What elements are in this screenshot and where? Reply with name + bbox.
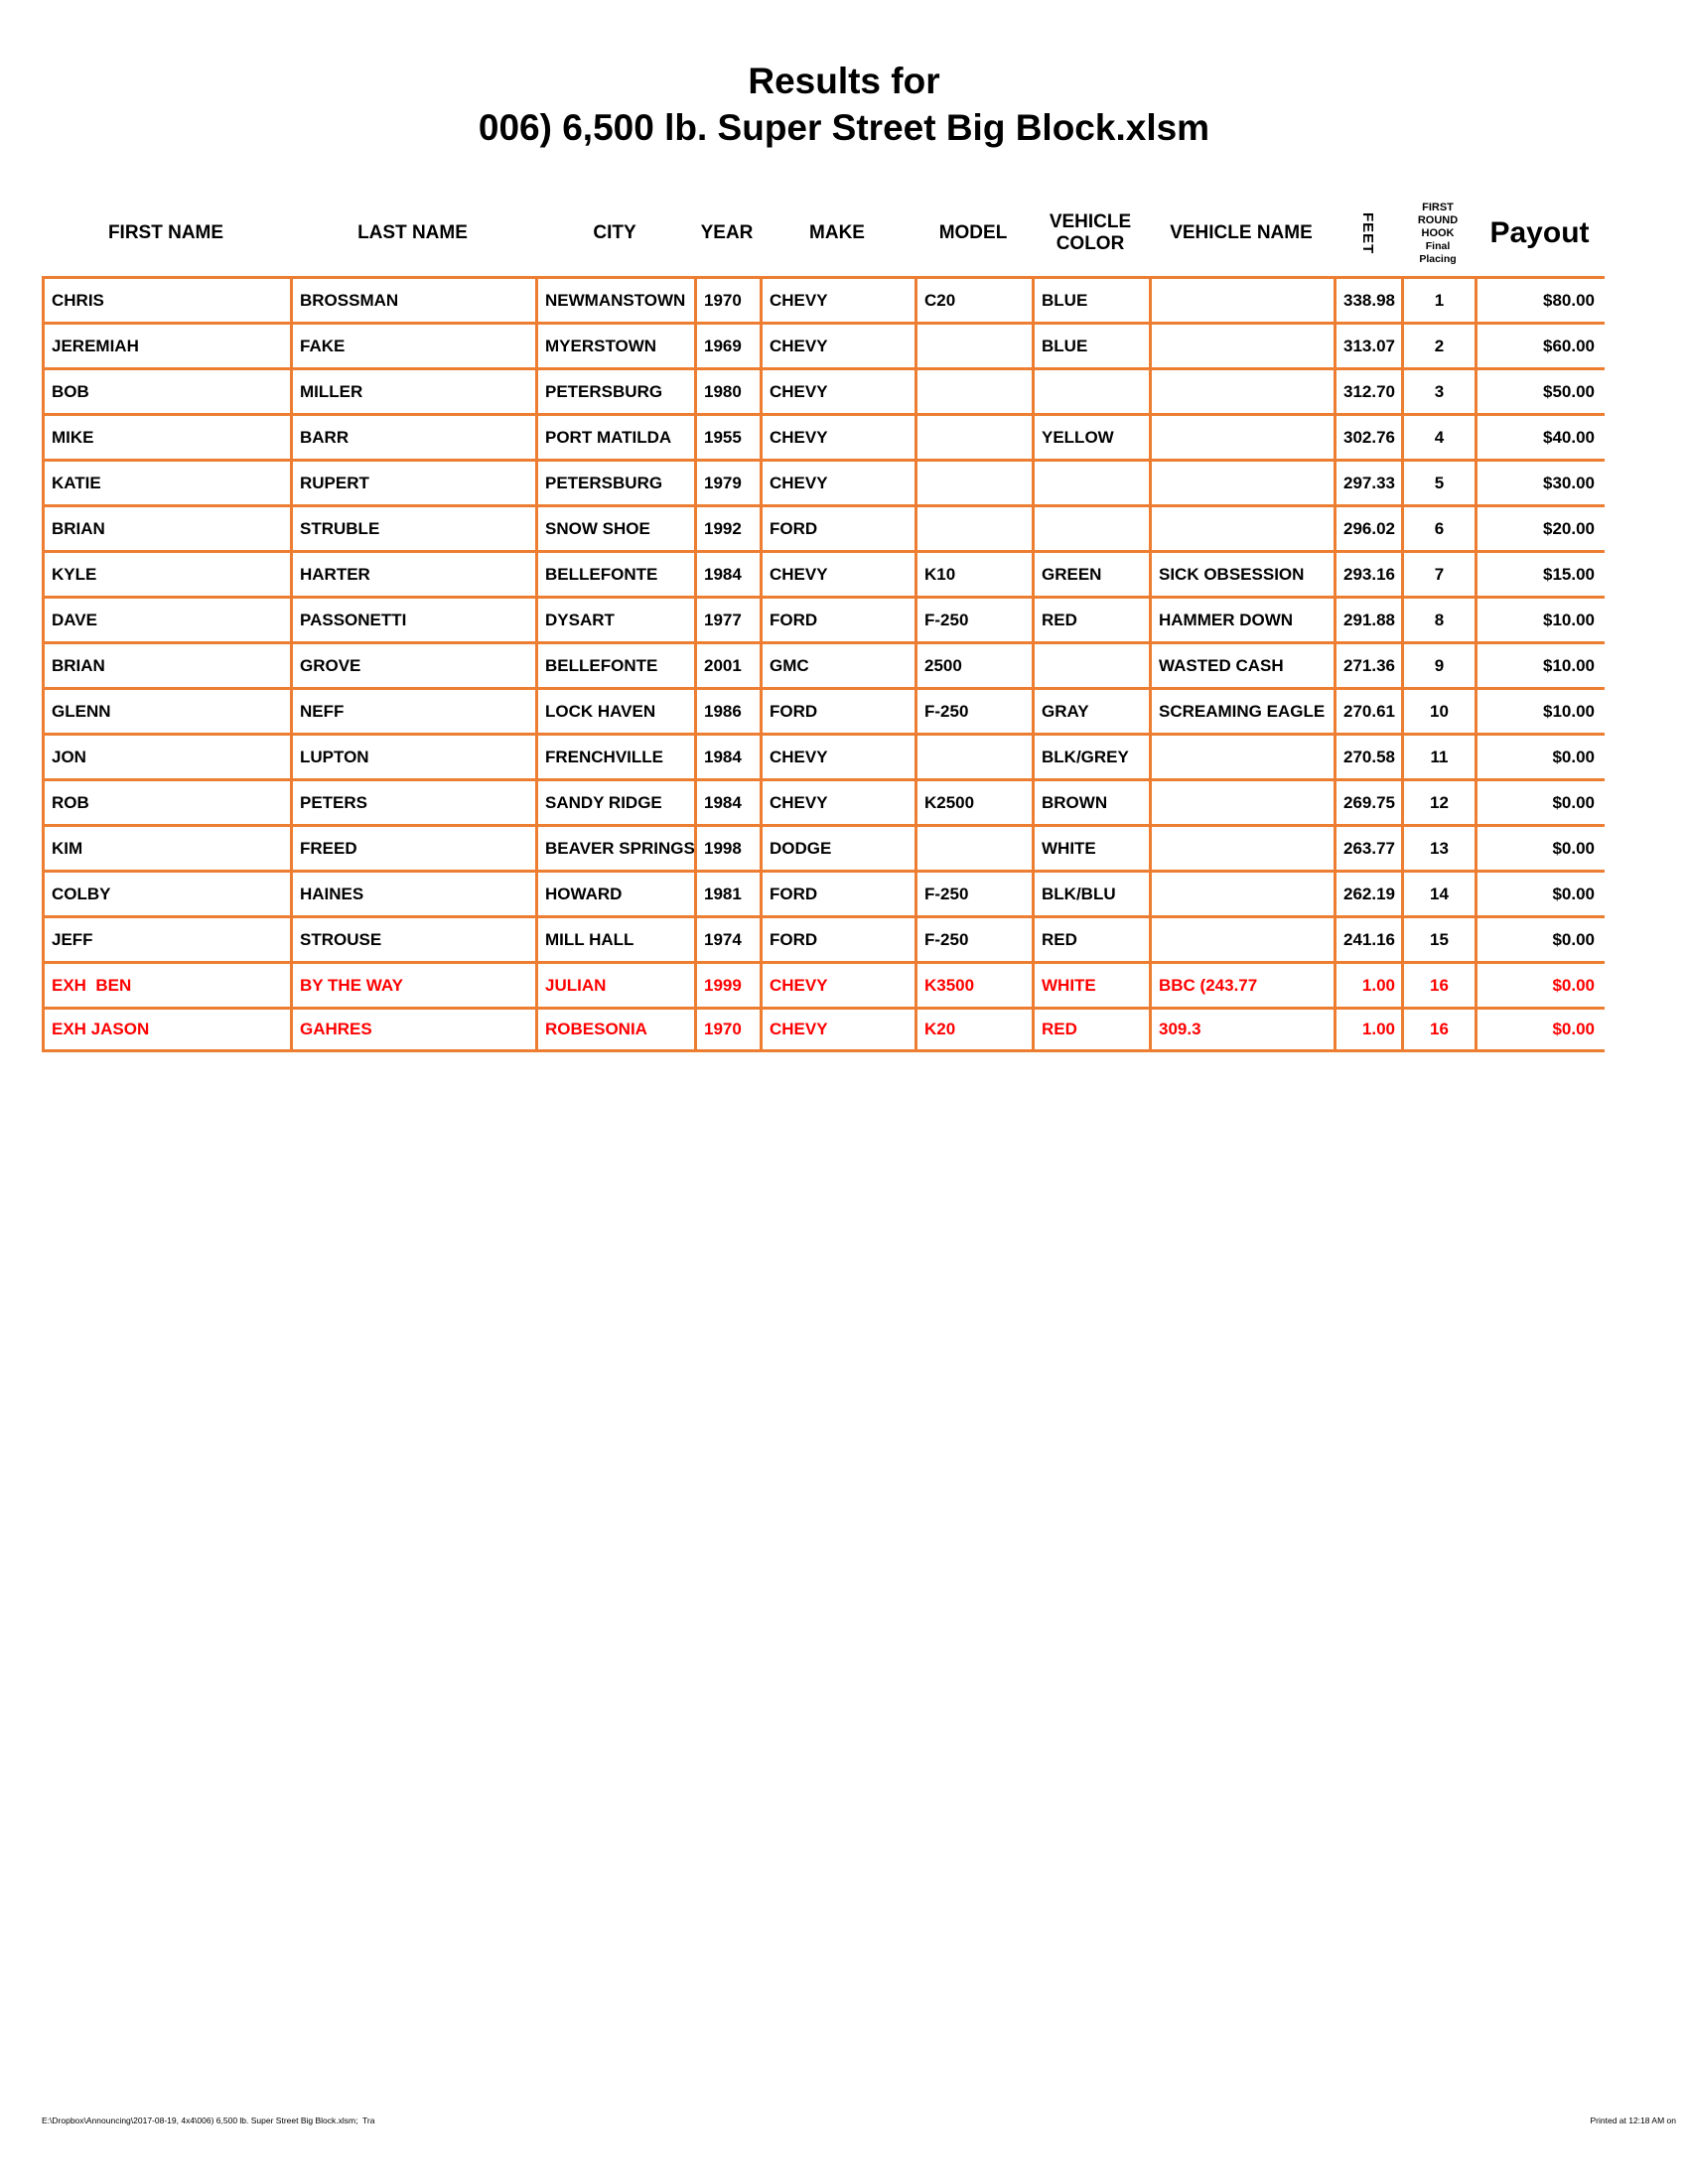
cell-hook: 8: [1401, 596, 1475, 641]
cell-city: SNOW SHOE: [535, 504, 694, 550]
cell-make: CHEVY: [760, 961, 914, 1007]
col-header-vehicle-name: VEHICLE NAME: [1170, 222, 1313, 243]
cell-year: 2001: [694, 641, 760, 687]
cell-year: 1980: [694, 367, 760, 413]
cell-hook: 4: [1401, 413, 1475, 459]
cell-model: K3500: [914, 961, 1032, 1007]
cell-make: FORD: [760, 915, 914, 961]
cell-last-name: RUPERT: [290, 459, 535, 504]
cell-make: CHEVY: [760, 1007, 914, 1052]
cell-vehicle-color: [1032, 641, 1149, 687]
cell-model: [914, 413, 1032, 459]
cell-feet: 262.19: [1334, 870, 1401, 915]
cell-make: CHEVY: [760, 276, 914, 322]
cell-model: [914, 824, 1032, 870]
cell-payout: $0.00: [1475, 778, 1605, 824]
cell-year: 1981: [694, 870, 760, 915]
cell-last-name: NEFF: [290, 687, 535, 733]
col-header-make: MAKE: [809, 222, 865, 243]
cell-first-name: COLBY: [42, 870, 290, 915]
cell-hook: 12: [1401, 778, 1475, 824]
cell-feet: 1.00: [1334, 1007, 1401, 1052]
cell-vehicle-name: [1149, 413, 1334, 459]
cell-vehicle-name: [1149, 276, 1334, 322]
cell-hook: 10: [1401, 687, 1475, 733]
cell-year: 1984: [694, 733, 760, 778]
cell-city: SANDY RIDGE: [535, 778, 694, 824]
cell-vehicle-name: SCREAMING EAGLE: [1149, 687, 1334, 733]
cell-year: 1979: [694, 459, 760, 504]
cell-city: PETERSBURG: [535, 367, 694, 413]
col-header-hook: [1401, 191, 1475, 276]
cell-payout: $60.00: [1475, 322, 1605, 367]
cell-vehicle-name: [1149, 322, 1334, 367]
cell-year: 1977: [694, 596, 760, 641]
cell-hook: 3: [1401, 367, 1475, 413]
cell-vehicle-name: BBC (243.77: [1149, 961, 1334, 1007]
cell-first-name: BRIAN: [42, 641, 290, 687]
cell-hook: 15: [1401, 915, 1475, 961]
cell-last-name: GROVE: [290, 641, 535, 687]
cell-model: F-250: [914, 915, 1032, 961]
cell-feet: 270.61: [1334, 687, 1401, 733]
cell-city: ROBESONIA: [535, 1007, 694, 1052]
cell-payout: $0.00: [1475, 824, 1605, 870]
cell-year: 1970: [694, 1007, 760, 1052]
cell-first-name: MIKE: [42, 413, 290, 459]
hook-header-line: HOOK: [1421, 226, 1455, 239]
cell-model: K20: [914, 1007, 1032, 1052]
cell-make: DODGE: [760, 824, 914, 870]
cell-hook: 2: [1401, 322, 1475, 367]
col-header-last-name: LAST NAME: [357, 222, 468, 243]
cell-feet: 338.98: [1334, 276, 1401, 322]
cell-first-name: EXH BEN: [42, 961, 290, 1007]
cell-make: FORD: [760, 687, 914, 733]
cell-vehicle-name: SICK OBSESSION: [1149, 550, 1334, 596]
cell-vehicle-color: GRAY: [1032, 687, 1149, 733]
cell-model: [914, 367, 1032, 413]
cell-city: FRENCHVILLE: [535, 733, 694, 778]
cell-vehicle-color: YELLOW: [1032, 413, 1149, 459]
cell-vehicle-color: WHITE: [1032, 961, 1149, 1007]
cell-feet: 296.02: [1334, 504, 1401, 550]
cell-feet: 1.00: [1334, 961, 1401, 1007]
cell-vehicle-color: GREEN: [1032, 550, 1149, 596]
cell-hook: 16: [1401, 1007, 1475, 1052]
cell-last-name: BROSSMAN: [290, 276, 535, 322]
cell-last-name: FREED: [290, 824, 535, 870]
cell-payout: $30.00: [1475, 459, 1605, 504]
hook-header-line: Placing: [1419, 252, 1457, 265]
cell-vehicle-color: [1032, 367, 1149, 413]
cell-vehicle-name: [1149, 367, 1334, 413]
col-header-city: CITY: [593, 222, 636, 243]
col-header-year: YEAR: [700, 222, 754, 243]
cell-vehicle-name: [1149, 504, 1334, 550]
cell-first-name: KATIE: [42, 459, 290, 504]
cell-make: CHEVY: [760, 550, 914, 596]
cell-vehicle-color: BLK/GREY: [1032, 733, 1149, 778]
cell-last-name: HAINES: [290, 870, 535, 915]
cell-hook: 6: [1401, 504, 1475, 550]
cell-first-name: KYLE: [42, 550, 290, 596]
cell-city: LOCK HAVEN: [535, 687, 694, 733]
cell-city: BEAVER SPRINGS: [535, 824, 694, 870]
cell-vehicle-color: BROWN: [1032, 778, 1149, 824]
cell-last-name: GAHRES: [290, 1007, 535, 1052]
cell-last-name: STRUBLE: [290, 504, 535, 550]
cell-feet: 312.70: [1334, 367, 1401, 413]
col-header-vehicle-color: VEHICLE COLOR: [1049, 211, 1132, 254]
results-table-body: [42, 276, 1605, 1052]
cell-last-name: MILLER: [290, 367, 535, 413]
cell-model: [914, 322, 1032, 367]
cell-first-name: EXH JASON: [42, 1007, 290, 1052]
cell-make: FORD: [760, 504, 914, 550]
cell-vehicle-color: [1032, 504, 1149, 550]
cell-payout: $0.00: [1475, 733, 1605, 778]
cell-first-name: JEFF: [42, 915, 290, 961]
cell-year: 1999: [694, 961, 760, 1007]
cell-payout: $50.00: [1475, 367, 1605, 413]
cell-vehicle-name: [1149, 459, 1334, 504]
cell-payout: $20.00: [1475, 504, 1605, 550]
cell-make: CHEVY: [760, 322, 914, 367]
cell-model: [914, 459, 1032, 504]
cell-make: FORD: [760, 870, 914, 915]
cell-vehicle-color: RED: [1032, 1007, 1149, 1052]
page-title: [0, 60, 1688, 153]
cell-make: CHEVY: [760, 733, 914, 778]
cell-last-name: BARR: [290, 413, 535, 459]
cell-city: MYERSTOWN: [535, 322, 694, 367]
cell-vehicle-color: BLK/BLU: [1032, 870, 1149, 915]
cell-feet: 293.16: [1334, 550, 1401, 596]
cell-city: BELLEFONTE: [535, 550, 694, 596]
cell-hook: 13: [1401, 824, 1475, 870]
cell-vehicle-color: RED: [1032, 915, 1149, 961]
page-title-line1: Results for: [748, 61, 940, 101]
cell-payout: $10.00: [1475, 687, 1605, 733]
cell-vehicle-name: [1149, 733, 1334, 778]
cell-hook: 7: [1401, 550, 1475, 596]
cell-hook: 16: [1401, 961, 1475, 1007]
cell-model: K10: [914, 550, 1032, 596]
cell-city: DYSART: [535, 596, 694, 641]
cell-year: 1969: [694, 322, 760, 367]
cell-vehicle-name: [1149, 915, 1334, 961]
cell-hook: 9: [1401, 641, 1475, 687]
feet-vertical-label: FEET: [1359, 211, 1376, 255]
cell-make: CHEVY: [760, 367, 914, 413]
cell-year: 1984: [694, 550, 760, 596]
cell-vehicle-color: WHITE: [1032, 824, 1149, 870]
cell-first-name: JEREMIAH: [42, 322, 290, 367]
cell-vehicle-name: [1149, 778, 1334, 824]
table-header: [42, 191, 1605, 276]
cell-make: FORD: [760, 596, 914, 641]
col-header-first-name: FIRST NAME: [107, 222, 224, 243]
cell-payout: $0.00: [1475, 1007, 1605, 1052]
cell-payout: $80.00: [1475, 276, 1605, 322]
cell-vehicle-name: [1149, 824, 1334, 870]
hook-header-line: ROUND: [1417, 213, 1459, 226]
cell-vehicle-name: HAMMER DOWN: [1149, 596, 1334, 641]
cell-year: 1992: [694, 504, 760, 550]
col-header-payout: Payout: [1489, 216, 1590, 249]
cell-last-name: LUPTON: [290, 733, 535, 778]
cell-last-name: FAKE: [290, 322, 535, 367]
cell-vehicle-color: [1032, 459, 1149, 504]
cell-last-name: STROUSE: [290, 915, 535, 961]
cell-first-name: CHRIS: [42, 276, 290, 322]
cell-model: F-250: [914, 687, 1032, 733]
cell-last-name: HARTER: [290, 550, 535, 596]
cell-last-name: BY THE WAY: [290, 961, 535, 1007]
cell-year: 1974: [694, 915, 760, 961]
cell-city: BELLEFONTE: [535, 641, 694, 687]
cell-make: CHEVY: [760, 459, 914, 504]
cell-vehicle-color: BLUE: [1032, 276, 1149, 322]
cell-feet: 302.76: [1334, 413, 1401, 459]
cell-vehicle-name: 309.3: [1149, 1007, 1334, 1052]
cell-model: C20: [914, 276, 1032, 322]
cell-model: F-250: [914, 596, 1032, 641]
cell-hook: 1: [1401, 276, 1475, 322]
cell-year: 1970: [694, 276, 760, 322]
cell-year: 1955: [694, 413, 760, 459]
cell-year: 1984: [694, 778, 760, 824]
cell-first-name: DAVE: [42, 596, 290, 641]
cell-last-name: PETERS: [290, 778, 535, 824]
cell-vehicle-name: WASTED CASH: [1149, 641, 1334, 687]
cell-year: 1998: [694, 824, 760, 870]
cell-make: CHEVY: [760, 778, 914, 824]
cell-feet: 271.36: [1334, 641, 1401, 687]
cell-model: 2500: [914, 641, 1032, 687]
cell-payout: $15.00: [1475, 550, 1605, 596]
cell-hook: 11: [1401, 733, 1475, 778]
cell-feet: 270.58: [1334, 733, 1401, 778]
cell-payout: $40.00: [1475, 413, 1605, 459]
cell-feet: 241.16: [1334, 915, 1401, 961]
cell-make: CHEVY: [760, 413, 914, 459]
cell-payout: $10.00: [1475, 641, 1605, 687]
hook-header-line: Final: [1425, 239, 1451, 252]
cell-first-name: JON: [42, 733, 290, 778]
cell-city: NEWMANSTOWN: [535, 276, 694, 322]
cell-vehicle-name: [1149, 870, 1334, 915]
col-header-model: MODEL: [938, 222, 1008, 243]
cell-payout: $0.00: [1475, 961, 1605, 1007]
cell-first-name: BOB: [42, 367, 290, 413]
cell-hook: 14: [1401, 870, 1475, 915]
cell-city: PETERSBURG: [535, 459, 694, 504]
cell-city: PORT MATILDA: [535, 413, 694, 459]
cell-year: 1986: [694, 687, 760, 733]
page-title-line2: 006) 6,500 lb. Super Street Big Block.xlsm: [478, 107, 1210, 148]
cell-feet: 291.88: [1334, 596, 1401, 641]
footer-printed-at: Printed at 12:18 AM on: [1590, 2116, 1676, 2125]
cell-feet: 263.77: [1334, 824, 1401, 870]
cell-model: [914, 504, 1032, 550]
cell-first-name: GLENN: [42, 687, 290, 733]
cell-model: [914, 733, 1032, 778]
cell-city: JULIAN: [535, 961, 694, 1007]
cell-model: F-250: [914, 870, 1032, 915]
cell-vehicle-color: BLUE: [1032, 322, 1149, 367]
hook-header-line: FIRST: [1422, 201, 1454, 213]
cell-city: MILL HALL: [535, 915, 694, 961]
cell-city: HOWARD: [535, 870, 694, 915]
cell-vehicle-color: RED: [1032, 596, 1149, 641]
col-header-feet: [1334, 191, 1401, 276]
cell-payout: $10.00: [1475, 596, 1605, 641]
footer-file-path: E:\Dropbox\Announcing\2017-08-19, 4x4\006) 6,500 lb. Super Street Big Block.xlsm; Tra: [42, 2116, 375, 2125]
cell-payout: $0.00: [1475, 870, 1605, 915]
cell-first-name: KIM: [42, 824, 290, 870]
cell-payout: $0.00: [1475, 915, 1605, 961]
cell-model: K2500: [914, 778, 1032, 824]
cell-first-name: BRIAN: [42, 504, 290, 550]
cell-hook: 5: [1401, 459, 1475, 504]
cell-first-name: ROB: [42, 778, 290, 824]
cell-last-name: PASSONETTI: [290, 596, 535, 641]
cell-feet: 269.75: [1334, 778, 1401, 824]
cell-feet: 297.33: [1334, 459, 1401, 504]
cell-make: GMC: [760, 641, 914, 687]
cell-feet: 313.07: [1334, 322, 1401, 367]
